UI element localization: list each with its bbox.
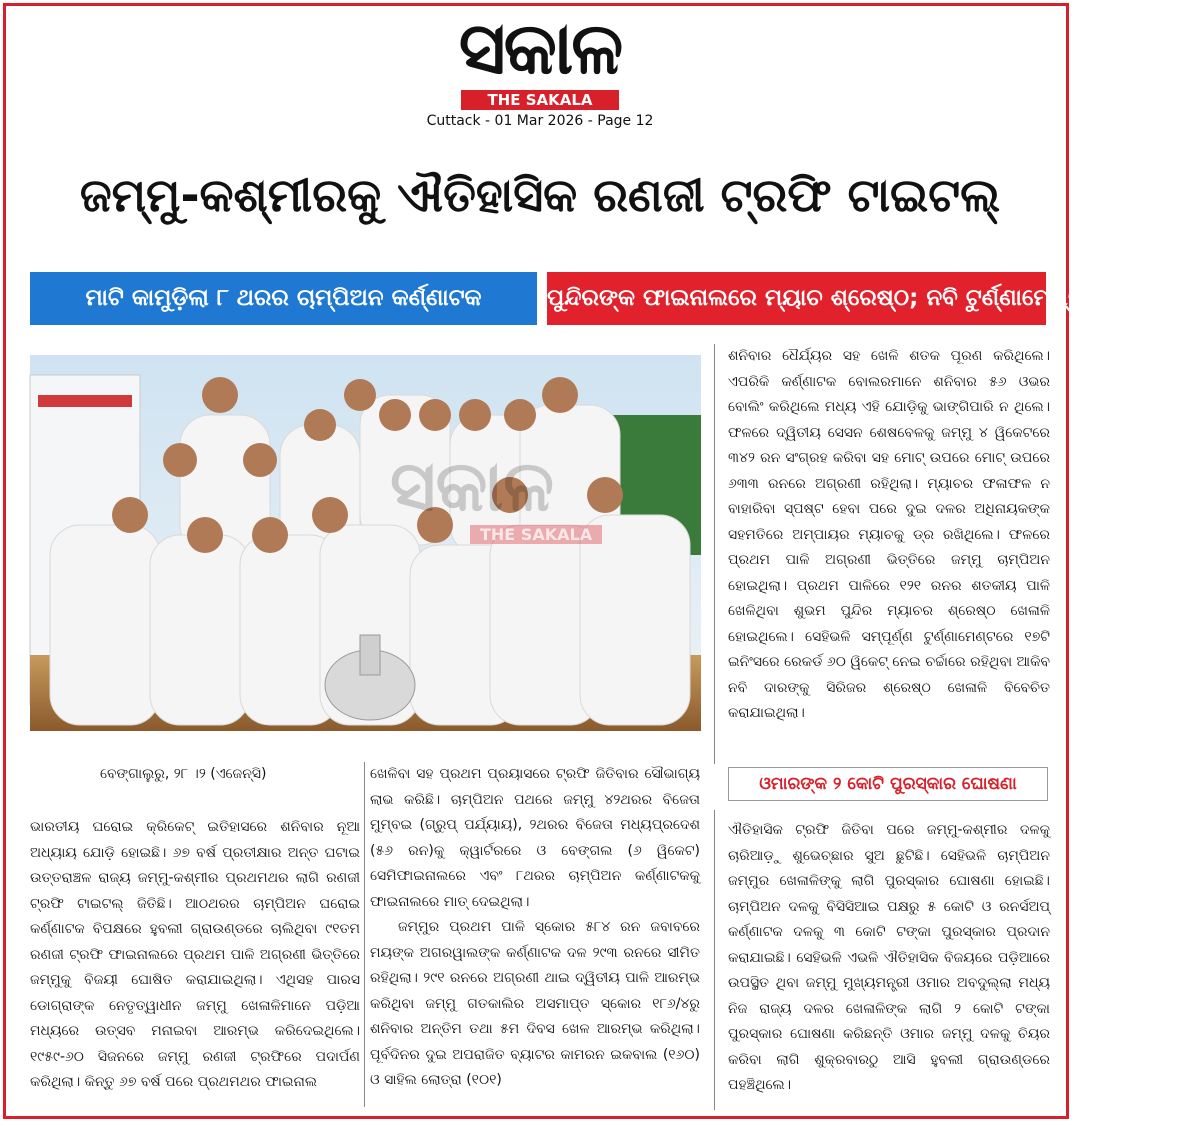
column-divider — [714, 344, 715, 764]
article-paragraph: ଜମ୍ମୁର ପ୍ରଥମ ପାଳି ସ୍କୋର ୫୮୪ ରନ ଜବାବରେ ମୟଙ୍କ ଅଗରୱାଲଙ୍କ କର୍ଣ୍ଣାଟକ ଦଳ ୨୯୩ ରନରେ ସୀମିତ ରହିଥିଲା। ୨୯୧ ରନରେ ଅଗ୍ରଣୀ ଥାଇ ଦ୍ୱିତୀୟ ପାଳି ଆରମ୍ଭ କରିଥିବା ଜମ୍ମୁ ଗତକାଲିର ଅସମାପ୍ତ ସ୍କୋର ୧୮୬/୪ରୁ ଶନିବାର ଅନ୍ତିମ ତଥା ୫ମ ଦିବସ ଖେଳ ଆରମ୍ଭ କରିଥିଲା। ପୂର୍ବଦିନର ଦୁଇ ଅପରାଜିତ ବ୍ୟାଟର କାମରନ ଇକବାଲ (୧୬୦) ଓ ସାହିଲ ଲୋତ୍ରା (୧୦୧) — [370, 919, 700, 1088]
article-dateline: ବେଙ୍ଗାଲୁରୁ, ୨୮ ।୨ (ଏଜେନ୍ସି) — [100, 766, 267, 782]
edition-dateline: Cuttack - 01 Mar 2026 - Page 12 — [426, 113, 654, 129]
article-column-4 — [728, 818, 1050, 1099]
column-divider — [364, 762, 365, 1107]
masthead — [380, 6, 700, 129]
headline: ଜମ୍ମୁ-କଶ୍ମୀରକୁ ଐତିହାସିକ ରଣଜୀ ଟ୍ରଫି ଟାଇଟଲ୍ — [79, 168, 1001, 222]
article-column-2 — [370, 762, 700, 1094]
photo-watermark-band: THE SAKALA — [470, 525, 602, 544]
newspaper-logo: ସକାଳ — [458, 6, 622, 90]
article-paragraph: ଖେଳିବା ସହ ପ୍ରଥମ ପ୍ରୟାସରେ ଟ୍ରଫି ଜିତିବାର ସୌଭାଗ୍ୟ ଲାଭ କରିଛି। ଚାମ୍ପିଅନ ପଥରେ ଜମ୍ମୁ ୪୨ଥରର ବିଜେତା ମୁମ୍ବଇ (ଗ୍ରୁପ୍ ପର୍ଯ୍ୟାୟ), ୨ଥରର ବିଜେତା ମଧ୍ୟପ୍ରଦେଶ (୫୬ ରନ)କୁ କ୍ୱାର୍ଟରରେ ଓ ବେଙ୍ଗଲ (୬ ୱିକେଟ) ସେମିଫାଇନାଲରେ ଏବଂ ୮ଥରର ଚାମ୍ପିଅନ କର୍ଣ୍ଣାଟକକୁ ଫାଇନାଲରେ ମାତ୍ ଦେଇଥିଲା। — [370, 766, 700, 910]
subhead-right: ପୁନ୍ଦିରଙ୍କ ଫାଇନାଲରେ ମ୍ୟାଚ ଶ୍ରେଷ୍ଠ; ନବି ଟୁର୍ଣ୍ଣାମେଣ୍ଟର ଶ୍ରେଷ୍ଠ — [547, 272, 1046, 325]
article-column-3 — [728, 344, 1050, 727]
team-photo — [30, 355, 701, 731]
article-paragraph: ଶନିବାର ଧୈର୍ଯ୍ୟର ସହ ଖେଳି ଶତକ ପୂରଣ କରିଥିଲେ। ଏପରିକି କର୍ଣ୍ଣାଟକ ବୋଲରମାନେ ଶନିବାର ୫୬ ଓଭର ବୋଲିଂ କରିଥିଲେ ମଧ୍ୟ ଏହି ଯୋଡ଼ିକୁ ଭାଙ୍ଗିପାରି ନ ଥିଲେ। ଫଳରେ ଦ୍ୱିତୀୟ ସେସନ ଶେଷବେଳକୁ ଜମ୍ମୁ ୪ ୱିକେଟରେ ୩୪୨ ରନ ସଂଗ୍ରହ କରିବା ସହ ମୋଟ୍ ଉପରେ ମୋଟ୍ ଉପରେ ୬୩୩ ରନରେ ଅଗ୍ରଣୀ ରହିଥିଲା। ମ୍ୟାଚର ଫଳାଫଳ ନ ବାହାରିବା ସ୍ପଷ୍ଟ ହେବା ପରେ ଦୁଇ ଦଳର ଅଧିନାୟକଙ୍କ ସହମତିରେ ଅମ୍ପାୟର ମ୍ୟାଚକୁ ଡ୍ର ରଖିଥିଲେ। ଫଳରେ ପ୍ରଥମ ପାଳି ଅଗ୍ରଣୀ ଭିତ୍ତିରେ ଜମ୍ମୁ ଚାମ୍ପିଅନ ହୋଇଥିଲା। ପ୍ରଥମ ପାଳିରେ ୧୨୧ ରନର ଶତକୀୟ ପାଳି ଖେଳିଥିବା ଶୁଭମ ପୁନ୍ଦିର ମ୍ୟାଚର ଶ୍ରେଷ୍ଠ ଖେଳାଳି ହୋଇଥିଲେ। ସେହିଭଳି ସମ୍ପୂର୍ଣ୍ଣ ଟୁର୍ଣ୍ଣାମେଣ୍ଟରେ ୧୭ଟି ଇନିଂସରେ ରେକର୍ଡ ୬୦ ୱିକେଟ୍ ନେଇ ଚର୍ଚ୍ଚାରେ ରହିଥିବା ଆକିବ ନବି ଦାରଙ୍କୁ ସିରିଜର ଶ୍ରେଷ୍ଠ ଖେଳାଳି ବିବେଚିତ କରାଯାଇଥିଲା। — [728, 348, 1050, 721]
subhead-left: ମାଟି କାମୁଡ଼ିଲା ୮ ଥରର ଚାମ୍ପିଅନ କର୍ଣ୍ଣାଟକ — [30, 272, 537, 325]
article-column-1 — [30, 815, 360, 1096]
logo-band: THE SAKALA — [461, 90, 618, 110]
photo-watermark-logo: ସକାଳ — [390, 445, 554, 527]
article-paragraph: ଭାରତୀୟ ଘରୋଇ କ୍ରିକେଟ୍ ଇତିହାସରେ ଶନିବାର ନୂଆ ଅଧ୍ୟାୟ ଯୋଡ଼ି ହୋଇଛି। ୬୭ ବର୍ଷ ପ୍ରତୀକ୍ଷାର ଅନ୍ତ ଘଟାଇ ଉତ୍ତରାଞ୍ଚଳ ରାଜ୍ୟ ଜମ୍ମୁ-କଶ୍ମୀର ପ୍ରଥମଥର ଲାଗି ରଣଜୀ ଟ୍ରଫି ଟାଇଟଲ୍ ଜିତିଛି। ଆଠଥରର ଚାମ୍ପିଅନ ଘରୋଇ କର୍ଣ୍ଣାଟକ ବିପକ୍ଷରେ ହୁବଲୀ ଗ୍ରାଉଣ୍ଡରେ ଚାଲିଥିବା ୯୧ତମ ରଣଜୀ ଟ୍ରଫି ଫାଇନାଲରେ ପ୍ରଥମ ପାଳି ଅଗ୍ରଣୀ ଭିତ୍ତିରେ ଜମ୍ମୁକୁ ବିଜୟୀ ଘୋଷିତ କରାଯାଇଥିଲା। ଏଥିସହ ପାରସ ଡୋଗ୍ରାଙ୍କ ନେତୃତ୍ୱାଧୀନ ଜମ୍ମୁ ଖେଳାଳିମାନେ ପଡ଼ିଆ ମଧ୍ୟରେ ଉତ୍ସବ ମନାଇବା ଆରମ୍ଭ କରିଦେଇଥିଲେ। ୧୯୫୯-୬୦ ସିଜନରେ ଜମ୍ମୁ ରଣଜୀ ଟ୍ରଫିରେ ପଦାର୍ପଣ କରିଥିଲା। କିନ୍ତୁ ୬୭ ବର୍ଷ ପରେ ପ୍ରଥମଥର ଫାଇନାଲ — [30, 819, 360, 1090]
sidebar-heading: ଓମାରଙ୍କ ୨ କୋଟି ପୁରସ୍କାର ଘୋଷଣା — [728, 767, 1048, 801]
column-divider — [714, 810, 715, 1110]
article-paragraph: ଐତିହାସିକ ଟ୍ରଫି ଜିତିବା ପରେ ଜମ୍ମୁ-କଶ୍ମୀର ଦଳକୁ ଚାରିଆଡ଼ୁ ଶୁଭେଚ୍ଛାର ସୁଅ ଛୁଟିଛି। ସେହିଭଳି ଚାମ୍ପିଅନ ଜମ୍ମୁର ଖେଳାଳିଙ୍କୁ ଲାଗି ପୁରସ୍କାର ଘୋଷଣା ହୋଇଛି। ଚାମ୍ପିଅନ ଦଳକୁ ବିସିସିଆଇ ପକ୍ଷରୁ ୫ କୋଟି ଓ ରନର୍ସଅପ୍ କର୍ଣ୍ଣାଟକ ଦଳକୁ ୩ କୋଟି ଟଙ୍କା ପୁରସ୍କାର ପ୍ରଦାନ କରାଯାଇଛି। ସେହିଭଳି ଏଭଳି ଐତିହାସିକ ବିଜୟରେ ପଡ଼ିଆରେ ଉପସ୍ଥିତ ଥିବା ଜମ୍ମୁ ମୁଖ୍ୟମନ୍ତ୍ରୀ ଓମାର ଅବଦୁଲ୍ଲା ମଧ୍ୟ ନିଜ ରାଜ୍ୟ ଦଳର ଖେଳାଳିଙ୍କ ଲାଗି ୨ କୋଟି ଟଙ୍କା ପୁରସ୍କାର ଘୋଷଣା କରିଛନ୍ତି ଓମାର ଜମ୍ମୁ ଦଳକୁ ଚିୟର କରିବା ଲାଗି ଶୁକ୍ରବାରଠୁ ଆସି ହୁବଲୀ ଗ୍ରାଉଣ୍ଡରେ ପହଞ୍ଚିଥିଲେ। — [728, 822, 1050, 1093]
